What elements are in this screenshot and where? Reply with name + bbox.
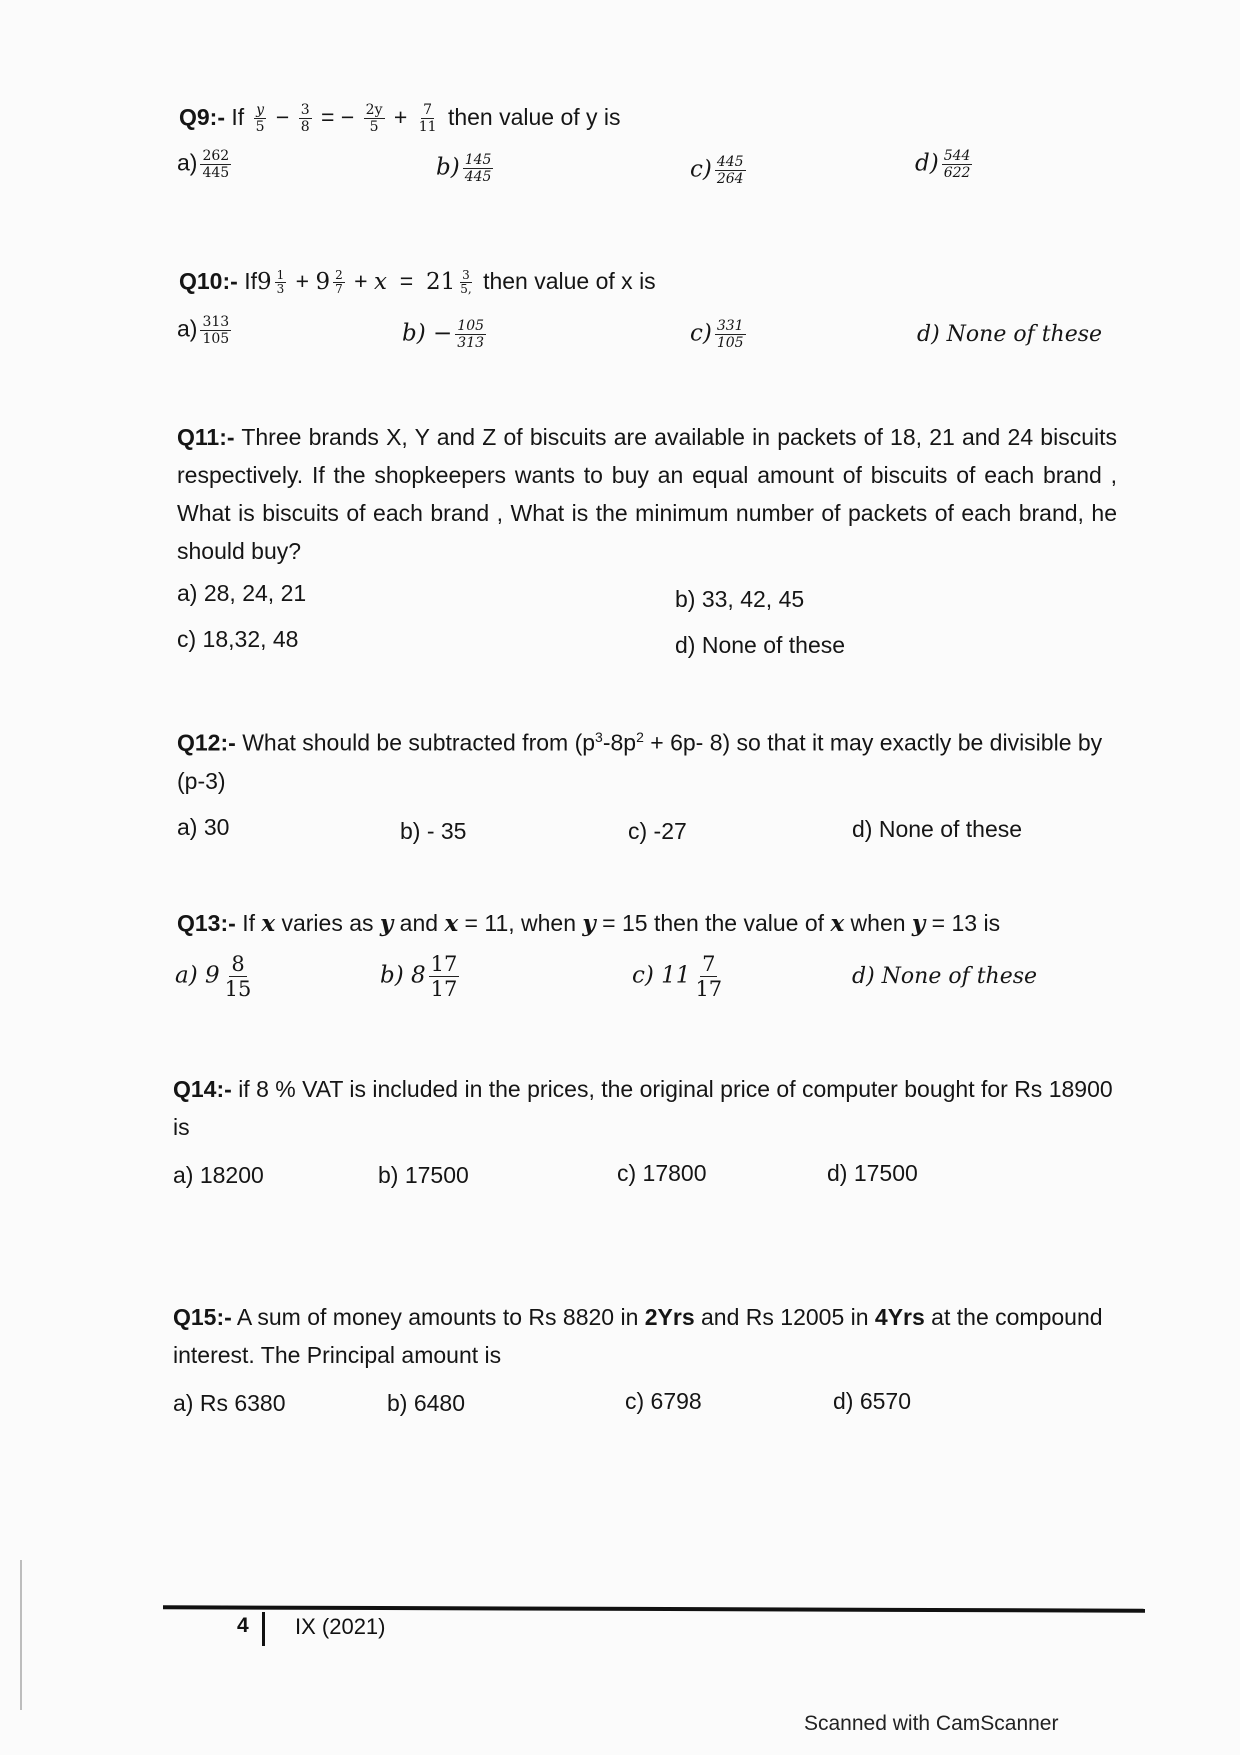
q9-minus: − <box>275 104 290 130</box>
q10-fraction-1: $\frac{1}{3}$ <box>276 267 285 297</box>
question-15-text-2: and Rs 12005 in <box>694 1304 875 1330</box>
q11-option-c: c) 18,32, 48 <box>177 626 299 652</box>
q9-option-a: a) $\frac{262}{445}$ <box>177 148 230 182</box>
q12-option-c: c) -27 <box>628 818 687 844</box>
q9-option-c: c) $\frac{445}{264}$ <box>690 154 744 188</box>
q10-whole-2: 9 <box>315 269 331 295</box>
question-15-text-1: A sum of money amounts to Rs 8820 in <box>236 1304 645 1330</box>
q15-option-b: b) 6480 <box>387 1390 466 1416</box>
question-9 <box>179 98 1079 136</box>
q9-equals: = − <box>321 104 355 130</box>
question-15-years-2: 4Yrs <box>874 1304 925 1330</box>
q14-option-d: d) 17500 <box>827 1160 918 1186</box>
q9-term4-fraction: $\frac{7}{11}$ <box>418 102 437 136</box>
q12-option-d: d) None of these <box>852 816 1023 842</box>
q13-var-x: x <box>444 910 459 937</box>
q11-option-d: d) None of these <box>675 632 846 658</box>
question-9-tail: then value of y is <box>447 104 621 130</box>
question-10-if: If <box>244 268 257 294</box>
question-11-label: Q11:- <box>177 424 235 450</box>
q9-term2-fraction: $\frac{3}{8}$ <box>300 102 310 136</box>
q10-plus-2: + <box>354 268 368 294</box>
question-13: Q13:- If x varies as y and x = 11, when y = 15 then the value of x when y = 13 is <box>177 910 1001 937</box>
q15-option-c: c) 6798 <box>625 1388 702 1414</box>
q14-option-c: c) 17800 <box>617 1160 707 1186</box>
question-12-text-1: What should be subtracted from (p <box>242 729 596 756</box>
footer-rule <box>163 1605 1145 1612</box>
question-15 <box>173 1298 1133 1374</box>
q9-option-b: b) $\frac{145}{445}$ <box>436 152 492 186</box>
scan-margin-line <box>20 1560 22 1710</box>
question-15-years-1: 2Yrs <box>644 1304 695 1330</box>
question-15-text-3: at the compound interest. The Principal amount is <box>173 1304 1103 1368</box>
q13-var-y: y <box>911 910 926 937</box>
q12-option-b: b) - 35 <box>400 818 467 844</box>
q10-plus-1: + <box>295 268 310 294</box>
q13-var-y: y <box>379 910 394 937</box>
q10-whole-3: 21 <box>425 269 456 295</box>
q13-var-x: x <box>830 910 845 937</box>
q9-term1-fraction: $\frac{y}{5}$ <box>255 102 265 136</box>
question-11 <box>177 418 1117 570</box>
q14-option-a: a) 18200 <box>173 1162 264 1188</box>
question-11-text: Three brands X, Y and Z of biscuits are available in packets of 18, 21 and 24 biscuits respectively. If the shopkeepers wants to buy an equal amount of biscuits of each brand , What is biscuits of each brand , What is the minimum number of packets of each brand, he should buy? <box>177 424 1117 564</box>
question-14 <box>173 1070 1133 1146</box>
q10-fraction-3: $\frac{3}{5,}$ <box>460 267 472 297</box>
question-10-label: Q10:- <box>179 268 238 294</box>
page-number: 4 <box>237 1614 249 1637</box>
footer-class-year: IX (2021) <box>295 1614 386 1639</box>
question-13-label: Q13:- <box>177 910 236 936</box>
question-9-if: If <box>231 104 245 130</box>
q10-option-b: b) − $\frac{105}{313}$ <box>402 318 485 352</box>
question-15-label: Q15:- <box>173 1304 232 1330</box>
question-10 <box>179 262 1079 301</box>
q15-option-d: d) 6570 <box>833 1388 912 1414</box>
question-14-label: Q14:- <box>173 1076 232 1102</box>
question-12-text-3: + 6p- 8) so that it may exactly be divisible by (p-3) <box>177 729 1103 794</box>
q10-option-a: a) $\frac{313}{105}$ <box>177 314 230 348</box>
q13-var-y: y <box>582 910 596 937</box>
q13-var-x: x <box>261 910 276 937</box>
q10-whole-1: 9 <box>256 269 272 295</box>
q11-option-a: a) 28, 24, 21 <box>177 580 307 606</box>
question-9-label: Q9:- <box>179 104 225 130</box>
q10-option-d: d) None of these <box>917 322 1103 347</box>
q13-option-b: b) 8 $\frac{17}{17}$ <box>380 952 458 1002</box>
q12-option-a: a) 30 <box>177 814 230 840</box>
footer-separator <box>262 1612 265 1646</box>
q10-equals: = <box>399 268 414 294</box>
q9-plus: + <box>393 104 408 130</box>
q13-option-d: d) None of these <box>852 964 1038 989</box>
scanner-watermark: Scanned with CamScanner <box>804 1712 1059 1735</box>
question-10-tail: then value of x is <box>483 268 656 294</box>
q12-exponent-2: 2 <box>636 729 644 745</box>
q11-option-b: b) 33, 42, 45 <box>675 586 805 612</box>
q13-option-c: c) 11 $\frac{7}{17}$ <box>632 952 723 1002</box>
q12-exponent-3: 3 <box>595 729 603 745</box>
q10-option-c: c) $\frac{331}{105}$ <box>690 318 744 352</box>
question-12-text-2: -8p <box>602 729 637 756</box>
q9-term3-fraction: $\frac{2y}{5}$ <box>365 102 383 136</box>
q10-fraction-2: $\frac{2}{7}$ <box>335 267 343 297</box>
question-12-label: Q12:- <box>177 729 236 756</box>
q13-option-a: a) 9 $\frac{8}{15}$ <box>175 952 252 1002</box>
q10-variable-x: x <box>373 269 387 295</box>
question-14-text: if 8 % VAT is included in the prices, the original price of computer bought for Rs 18900 is <box>173 1076 1113 1140</box>
q14-option-b: b) 17500 <box>378 1162 469 1188</box>
q15-option-a: a) Rs 6380 <box>173 1390 286 1416</box>
q9-option-d: d) $\frac{544}{622}$ <box>915 148 971 182</box>
question-12 <box>177 718 1127 800</box>
